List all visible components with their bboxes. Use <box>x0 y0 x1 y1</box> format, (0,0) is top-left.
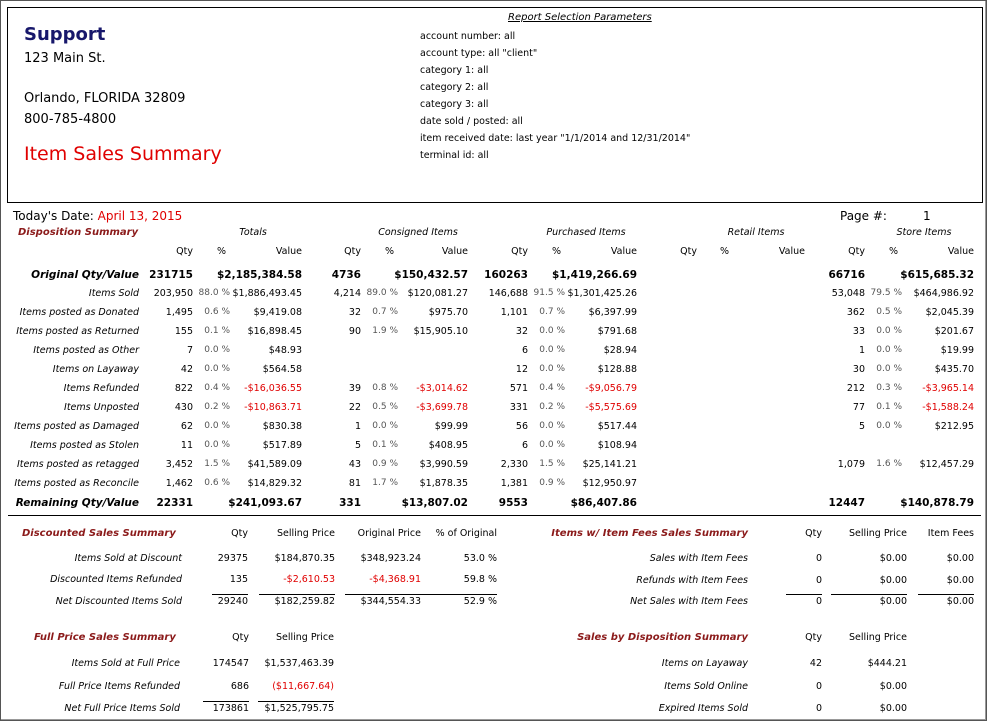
cell-value: $464,986.92 <box>913 288 974 299</box>
fees-total-rule <box>918 594 974 595</box>
disposition-row-label: Items on Layaway <box>52 364 139 375</box>
cell-qty: 155 <box>174 326 193 337</box>
bydisp-cell: $0.00 <box>879 703 907 714</box>
discounted-row-label: Discounted Items Refunded <box>50 574 182 585</box>
cell-value: -$5,575.69 <box>585 402 637 413</box>
today-value: April 13, 2015 <box>97 209 183 223</box>
bydisp-cell: 42 <box>809 658 822 669</box>
col-header-qty: Qty <box>344 246 361 257</box>
disposition-row-label: Items posted as Returned <box>16 326 139 337</box>
fullprice-title: Full Price Sales Summary <box>34 632 176 643</box>
cell-qty: 1,101 <box>500 307 528 318</box>
cell-pct: 0.0 % <box>204 421 230 431</box>
cell-pct: 91.5 % <box>533 288 565 298</box>
discounted-col-header: % of Original <box>435 528 497 539</box>
cell-qty: 6 <box>521 345 528 356</box>
cell-qty: 571 <box>509 383 528 394</box>
cell-pct: 0.0 % <box>539 364 565 374</box>
cell-value: $19.99 <box>940 345 974 356</box>
fees-cell: 0 <box>815 596 822 607</box>
fullprice-col-header: Qty <box>232 632 249 643</box>
cell-value: $15,905.10 <box>413 326 468 337</box>
bydisp-cell: 0 <box>815 681 822 692</box>
param-line: category 2: all <box>420 82 489 93</box>
cell-pct: 0.0 % <box>876 364 902 374</box>
cell-pct: 0.0 % <box>539 326 565 336</box>
cell-value: $1,419,266.69 <box>551 269 637 281</box>
cell-qty: 160263 <box>484 269 528 281</box>
cell-pct: 0.7 % <box>539 307 565 317</box>
col-header-pct: % <box>216 246 226 257</box>
discounted-total-rule <box>345 594 421 595</box>
cell-value: $564.58 <box>262 364 302 375</box>
group-header: Store Items <box>896 227 952 238</box>
col-header-value: Value <box>610 246 637 257</box>
disposition-row-label: Items posted as Reconcile <box>14 478 139 489</box>
discounted-cell: $344,554.33 <box>360 596 421 607</box>
cell-value: $517.44 <box>597 421 637 432</box>
cell-value: $120,081.27 <box>407 288 468 299</box>
cell-qty: 4,214 <box>333 288 361 299</box>
cell-value: -$16,036.55 <box>244 383 302 394</box>
fullprice-cell: 174547 <box>212 658 249 669</box>
group-header: Consigned Items <box>378 227 458 238</box>
fees-cell: $0.00 <box>879 575 907 586</box>
cell-pct: 0.0 % <box>539 440 565 450</box>
cell-pct: 0.0 % <box>876 421 902 431</box>
cell-value: $25,141.21 <box>582 459 637 470</box>
discounted-col-header: Selling Price <box>276 528 335 539</box>
cell-qty: 30 <box>852 364 865 375</box>
discounted-cell: -$4,368.91 <box>369 574 421 585</box>
bydisp-col-header: Qty <box>805 632 822 643</box>
cell-pct: 1.5 % <box>539 459 565 469</box>
col-header-qty: Qty <box>680 246 697 257</box>
fullprice-cell: ($11,667.64) <box>272 681 334 692</box>
cell-value: $6,397.99 <box>588 307 637 318</box>
cell-pct: 0.2 % <box>204 402 230 412</box>
params-title: Report Selection Parameters <box>508 12 652 23</box>
today-date <box>13 209 182 223</box>
cell-value: -$3,699.78 <box>416 402 468 413</box>
cell-qty: 822 <box>174 383 193 394</box>
company-name: Support <box>24 24 106 45</box>
cell-pct: 0.6 % <box>204 307 230 317</box>
fees-row-label: Refunds with Item Fees <box>636 575 748 586</box>
disposition-row-label: Items Unposted <box>64 402 139 413</box>
col-header-pct: % <box>384 246 394 257</box>
discounted-title: Discounted Sales Summary <box>22 528 176 539</box>
cell-qty: 7 <box>186 345 193 356</box>
col-header-pct: % <box>719 246 729 257</box>
today-label: Today's Date: <box>13 209 94 223</box>
group-header: Purchased Items <box>546 227 626 238</box>
cell-value: $9,419.08 <box>253 307 302 318</box>
cell-value: $2,045.39 <box>925 307 974 318</box>
bydisp-cell: $444.21 <box>867 658 907 669</box>
page-label: Page #: <box>840 209 887 223</box>
cell-qty: 12447 <box>828 497 865 509</box>
cell-pct: 0.1 % <box>372 440 398 450</box>
cell-value: $16,898.45 <box>247 326 302 337</box>
cell-qty: 3,452 <box>165 459 193 470</box>
cell-pct: 0.4 % <box>539 383 565 393</box>
param-line: account type: all "client" <box>420 48 538 59</box>
cell-qty: 1 <box>858 345 865 356</box>
cell-value: $150,432.57 <box>394 269 468 281</box>
discounted-cell: $182,259.82 <box>274 596 335 607</box>
cell-qty: 90 <box>348 326 361 337</box>
company-address1: 123 Main St. <box>24 51 106 66</box>
cell-qty: 9553 <box>498 497 528 509</box>
cell-qty: 2,330 <box>500 459 528 470</box>
fees-total-rule <box>831 594 907 595</box>
fees-title: Items w/ Item Fees Sales Summary <box>551 528 748 539</box>
cell-pct: 0.0 % <box>539 345 565 355</box>
cell-value: $108.94 <box>597 440 637 451</box>
discounted-row-label: Net Discounted Items Sold <box>55 596 182 607</box>
disposition-row-label: Items posted as Other <box>33 345 139 356</box>
disposition-row-label: Original Qty/Value <box>31 269 139 281</box>
cell-pct: 0.5 % <box>876 307 902 317</box>
cell-qty: 53,048 <box>831 288 865 299</box>
fullprice-cell: 686 <box>230 681 249 692</box>
fullprice-cell: $1,537,463.39 <box>264 658 334 669</box>
cell-value: $86,407.86 <box>570 497 637 509</box>
cell-pct: 0.8 % <box>372 383 398 393</box>
cell-qty: 5 <box>858 421 865 432</box>
discounted-col-header: Qty <box>231 528 248 539</box>
cell-value: -$9,056.79 <box>585 383 637 394</box>
param-line: date sold / posted: all <box>420 116 523 127</box>
cell-qty: 4736 <box>331 269 361 281</box>
discounted-cell: 53.0 % <box>463 553 497 564</box>
cell-qty: 362 <box>846 307 865 318</box>
cell-qty: 331 <box>339 497 361 509</box>
fullprice-total-rule <box>203 701 249 702</box>
fees-col-header: Qty <box>805 528 822 539</box>
cell-qty: 1,495 <box>165 307 193 318</box>
discounted-cell: 52.9 % <box>463 596 497 607</box>
cell-value: $12,950.97 <box>582 478 637 489</box>
cell-pct: 1.5 % <box>204 459 230 469</box>
fullprice-col-header: Selling Price <box>275 632 334 643</box>
cell-qty: 1,079 <box>837 459 865 470</box>
col-header-qty: Qty <box>176 246 193 257</box>
cell-pct: 0.9 % <box>539 478 565 488</box>
param-line: item received date: last year "1/1/2014 and 12/31/2014" <box>420 133 691 144</box>
discounted-total-rule <box>259 594 335 595</box>
cell-value: $41,589.09 <box>247 459 302 470</box>
cell-value: $13,807.02 <box>401 497 468 509</box>
cell-qty: 1,381 <box>500 478 528 489</box>
cell-qty: 32 <box>348 307 361 318</box>
cell-pct: 1.9 % <box>372 326 398 336</box>
cell-qty: 62 <box>180 421 193 432</box>
discounted-total-rule <box>212 594 248 595</box>
fees-cell: $0.00 <box>946 575 974 586</box>
cell-qty: 33 <box>852 326 865 337</box>
cell-value: $791.68 <box>597 326 637 337</box>
cell-qty: 66716 <box>828 269 865 281</box>
group-header: Totals <box>239 227 267 238</box>
disposition-row-label: Items posted as Damaged <box>14 421 139 432</box>
discounted-cell: -$2,610.53 <box>283 574 335 585</box>
cell-value: -$1,588.24 <box>922 402 974 413</box>
col-header-value: Value <box>778 246 805 257</box>
disposition-title: Disposition Summary <box>18 227 139 238</box>
cell-qty: 11 <box>180 440 193 451</box>
discounted-cell: 135 <box>229 574 248 585</box>
col-header-pct: % <box>888 246 898 257</box>
cell-value: $12,457.29 <box>919 459 974 470</box>
cell-pct: 0.2 % <box>539 402 565 412</box>
bydisp-row-label: Items on Layaway <box>661 658 748 669</box>
cell-value: $241,093.67 <box>228 497 302 509</box>
group-header: Retail Items <box>727 227 785 238</box>
disposition-row-label: Items posted as retagged <box>16 459 139 470</box>
cell-pct: 0.3 % <box>876 383 902 393</box>
cell-value: $435.70 <box>934 364 974 375</box>
page-value: 1 <box>923 209 931 223</box>
disposition-row-label: Remaining Qty/Value <box>15 497 139 509</box>
cell-qty: 22 <box>348 402 361 413</box>
cell-qty: 203,950 <box>153 288 193 299</box>
cell-pct: 0.6 % <box>204 478 230 488</box>
cell-qty: 81 <box>348 478 361 489</box>
company-address2: Orlando, FLORIDA 32809 <box>24 91 186 106</box>
fees-cell: 0 <box>815 553 822 564</box>
param-line: account number: all <box>420 31 516 42</box>
fees-cell: $0.00 <box>946 553 974 564</box>
cell-pct: 1.7 % <box>372 478 398 488</box>
fees-cell: $0.00 <box>946 596 974 607</box>
fees-total-rule <box>786 594 822 595</box>
col-header-value: Value <box>947 246 974 257</box>
cell-qty: 42 <box>180 364 193 375</box>
fullprice-row-label: Net Full Price Items Sold <box>64 703 180 714</box>
bydisp-title: Sales by Disposition Summary <box>577 632 748 643</box>
cell-qty: 331 <box>509 402 528 413</box>
cell-value: -$10,863.71 <box>244 402 302 413</box>
cell-value: $140,878.79 <box>900 497 974 509</box>
fees-cell: $0.00 <box>879 596 907 607</box>
cell-value: $128.88 <box>597 364 637 375</box>
cell-value: $975.70 <box>428 307 468 318</box>
param-line: terminal id: all <box>420 150 489 161</box>
discounted-total-rule <box>421 594 497 595</box>
cell-value: $99.99 <box>434 421 468 432</box>
cell-qty: 430 <box>174 402 193 413</box>
cell-value: $28.94 <box>603 345 637 356</box>
cell-value: $2,185,384.58 <box>216 269 302 281</box>
cell-qty: 12 <box>515 364 528 375</box>
col-header-qty: Qty <box>511 246 528 257</box>
bydisp-cell: $0.00 <box>879 681 907 692</box>
fees-col-header: Selling Price <box>848 528 907 539</box>
cell-qty: 22331 <box>156 497 193 509</box>
cell-pct: 0.0 % <box>876 345 902 355</box>
disposition-row-label: Items Sold <box>88 288 139 299</box>
param-line: category 3: all <box>420 99 489 110</box>
cell-value: -$3,014.62 <box>416 383 468 394</box>
disposition-row-label: Items Refunded <box>63 383 139 394</box>
cell-value: $48.93 <box>268 345 302 356</box>
cell-qty: 5 <box>354 440 361 451</box>
cell-qty: 6 <box>521 440 528 451</box>
cell-pct: 0.7 % <box>372 307 398 317</box>
cell-pct: 0.0 % <box>204 440 230 450</box>
cell-pct: 0.4 % <box>204 383 230 393</box>
cell-value: $14,829.32 <box>247 478 302 489</box>
cell-value: $201.67 <box>934 326 974 337</box>
cell-pct: 0.1 % <box>876 402 902 412</box>
fullprice-cell: 173861 <box>212 703 249 714</box>
cell-pct: 0.0 % <box>204 345 230 355</box>
cell-qty: 1,462 <box>165 478 193 489</box>
cell-value: $408.95 <box>428 440 468 451</box>
discounted-row-label: Items Sold at Discount <box>74 553 182 564</box>
col-header-value: Value <box>275 246 302 257</box>
section-divider <box>8 515 981 516</box>
cell-value: $1,886,493.45 <box>232 288 302 299</box>
cell-value: $517.89 <box>262 440 302 451</box>
col-header-value: Value <box>441 246 468 257</box>
cell-value: $1,878.35 <box>419 478 468 489</box>
fees-cell: $0.00 <box>879 553 907 564</box>
cell-qty: 77 <box>852 402 865 413</box>
cell-qty: 32 <box>515 326 528 337</box>
discounted-cell: 29375 <box>217 553 248 564</box>
report-title: Item Sales Summary <box>24 143 222 165</box>
fullprice-cell: $1,525,795.75 <box>264 703 334 714</box>
cell-qty: 56 <box>515 421 528 432</box>
cell-value: $615,685.32 <box>900 269 974 281</box>
bydisp-col-header: Selling Price <box>848 632 907 643</box>
cell-value: $212.95 <box>934 421 974 432</box>
fees-row-label: Sales with Item Fees <box>649 553 748 564</box>
fees-row-label: Net Sales with Item Fees <box>630 596 748 607</box>
discounted-cell: 59.8 % <box>463 574 497 585</box>
cell-qty: 212 <box>846 383 865 394</box>
bydisp-cell: 0 <box>815 703 822 714</box>
cell-pct: 0.0 % <box>539 421 565 431</box>
discounted-col-header: Original Price <box>357 528 421 539</box>
fullprice-total-rule <box>258 701 334 702</box>
fullprice-row-label: Items Sold at Full Price <box>71 658 180 669</box>
cell-pct: 89.0 % <box>366 288 398 298</box>
discounted-cell: 29240 <box>217 596 248 607</box>
cell-pct: 79.5 % <box>870 288 902 298</box>
cell-value: $830.38 <box>262 421 302 432</box>
cell-value: $1,301,425.26 <box>567 288 637 299</box>
company-phone: 800-785-4800 <box>24 112 117 127</box>
cell-qty: 146,688 <box>488 288 528 299</box>
cell-pct: 1.6 % <box>876 459 902 469</box>
cell-pct: 0.0 % <box>372 421 398 431</box>
cell-pct: 88.0 % <box>198 288 230 298</box>
cell-pct: 0.9 % <box>372 459 398 469</box>
cell-qty: 39 <box>348 383 361 394</box>
param-line: category 1: all <box>420 65 489 76</box>
cell-pct: 0.1 % <box>204 326 230 336</box>
fullprice-row-label: Full Price Items Refunded <box>58 681 180 692</box>
cell-qty: 43 <box>348 459 361 470</box>
cell-qty: 231715 <box>149 269 193 281</box>
cell-pct: 0.5 % <box>372 402 398 412</box>
cell-qty: 1 <box>354 421 361 432</box>
bydisp-row-label: Items Sold Online <box>664 681 748 692</box>
fees-col-header: Item Fees <box>927 528 974 539</box>
discounted-cell: $348,923.24 <box>360 553 421 564</box>
bydisp-row-label: Expired Items Sold <box>658 703 748 714</box>
disposition-row-label: Items posted as Stolen <box>30 440 139 451</box>
col-header-pct: % <box>551 246 561 257</box>
col-header-qty: Qty <box>848 246 865 257</box>
fees-cell: 0 <box>815 575 822 586</box>
cell-value: $3,990.59 <box>419 459 468 470</box>
disposition-row-label: Items posted as Donated <box>19 307 139 318</box>
discounted-cell: $184,870.35 <box>274 553 335 564</box>
cell-pct: 0.0 % <box>204 364 230 374</box>
cell-pct: 0.0 % <box>876 326 902 336</box>
cell-value: -$3,965.14 <box>922 383 974 394</box>
